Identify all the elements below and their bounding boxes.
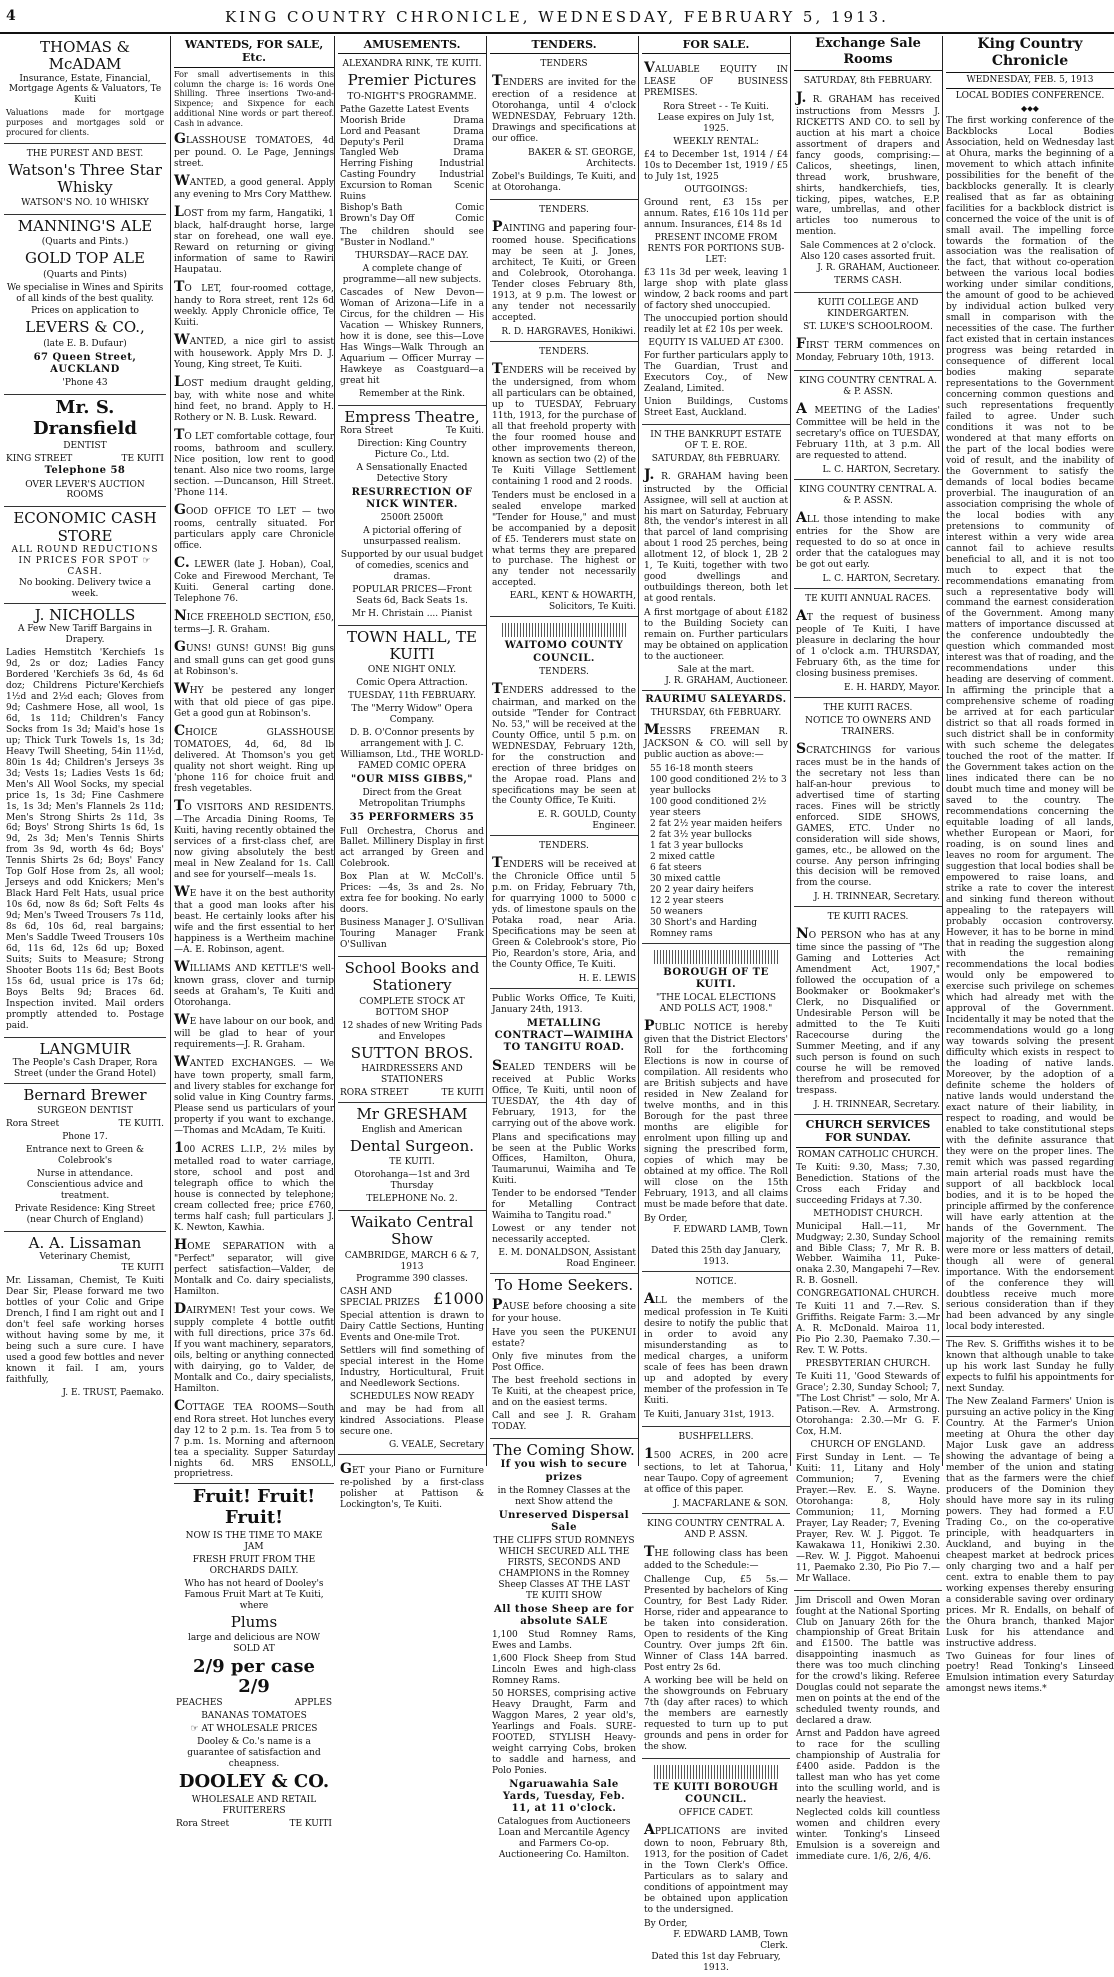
classified-item: WE have labour on our book, and will be glad to hear of your requirements—J. R. Graham. [174, 1011, 334, 1051]
ad-title: Bernard Brewer [23, 1086, 147, 1105]
stock-item: 1 fat 3 year bullocks [650, 840, 744, 851]
film-title: Lord and Peasant [340, 126, 420, 137]
stock-item: 1,100 Stud Romney Rams, Ewes and Lambs. [492, 1630, 636, 1652]
classified-list [174, 131, 334, 1480]
film-row [340, 116, 484, 127]
column-4 [486, 36, 638, 1861]
stock-item: 100 good conditioned 2½ to 3 year bullocks [650, 775, 787, 797]
ad-bankrupt-estate: IN THE BANKRUPT ESTATE OF T. E. ROE. SATURDAY, 8th FEBRUARY. J. R. GRAHAM having been instructed by the Official Assignee, will sell at auction at his mart on Saturday, February 8th, the vendor's interest in all that parcel of land comprising about 1 rood 25 perches, being allotment 12, of block 1, 2B 2 1, Te Kuiti, together with two good dwellings and outbuildings thereon, both let at good rentals. A first mortgage of about £182 to the Building Society can remain on. Further particulars may be obtained on application to the auctioneer. Sale at the mart. J. R. GRAHAM, Auctioneer. [642, 425, 790, 691]
classified-item: WE have it on the best authority that a good man looks after his beast. He certainly looks after his wife and the first essential to her happiness is a Wertheim machine—A. E. Robinson, agent. [174, 884, 334, 956]
classified-item: COTTAGE TEA ROOMS—South end Rora street. Hot lunches every day 12 to 2 p.m. 1s. Tea from 5 to 7 p.m. 1s. Morning and afternoon tea a speciality. Supper Saturday nights 6d. MRS ENSOLL, proprietress. [174, 1397, 334, 1480]
ad-watsons-whisky: THE PUREST AND BEST. Watson's Three Star Whisky WATSON'S NO. 10 WHISKY [4, 144, 166, 215]
classified-item: LOST from my farm, Hangatiki, 1 black, half-draught horse, large star on forehead, one wall eye. Reward on returning or giving information of same to Rawiri Haupatau. [174, 204, 334, 276]
ad-lissaman: A. A. Lissaman Veterinary Chemist, TE KUITI Mr. Lissaman, Chemist, Te Kuiti Dear Sir, Please forward me two bottles of your Colic and Gripe Drench, I find I am right out and I don't feel safe working horses without having some by me, it being such a sure cure. I have used a good few bottles and never known it fail. I am, yours faithfully, J. E. TRUST, Paemako. [6, 1234, 164, 1398]
ad-raurimu-saleyards: RAURIMU SALEYARDS. THURSDAY, 6th FEBRUARY. MESSRS FREEMAN R. JACKSON & CO. will sell by public auction as above:— 55 16-18 month steers 100 good conditioned 2½ to 3 year bullocks 100 good conditioned 2½ year steers 2 fat 2½ year maiden heifers 2 fat 3½ year bullocks 1 fat 3 year bullocks 2 mixed cattle 6 fat steers 30 mixed cattle 20 2 year dairy heifers 12 2 year steers 50 weaners 30 Short's and Harding Romney rams [642, 691, 790, 944]
ad-gresham-dentist: Mr GRESHAM English and American Dental Surgeon. TE KUITI. Otorohanga—1st and 3rd Thursday TELEPHONE No. 2. [338, 1103, 486, 1211]
notice-owners-trainers: THE KUITI RACES. NOTICE TO OWNERS AND TRAINERS. SCRATCHINGS for various races must be in the hands of the secretary not less than half-an-hour previous to advertised time of starting races. Fines will be strictly enforced. SIDE SHOWS, GAMES, ETC. Under no consideration will side shows, games, etc., be allowed on the course. Any person infringing this decision will be removed from the course. J. H. TRINNEAR, Secretary. [794, 698, 942, 908]
classified-item: GLASSHOUSE TOMATOES, 4d per pound. O. Le Page, Jennings street. [174, 131, 334, 170]
stock-item: 100 good conditioned 2½ year steers [650, 797, 767, 819]
divider [946, 1336, 1114, 1337]
film-row [340, 159, 484, 170]
stock-item: 20 2 year dairy heifers [650, 884, 754, 895]
column-1 [4, 36, 166, 1466]
ad-title: THOMAS & McADAM [40, 38, 130, 74]
ornament-divider: ◆⬥◆ [1021, 104, 1039, 114]
stock-item: 1,600 Flock Sheep from Stud Lincoln Ewes and high-class Romney Rams. [492, 1654, 636, 1687]
column-3 [334, 36, 486, 1511]
film-title: Moorish Bride [340, 115, 406, 126]
tender-quarrying: TENDERS. TENDERS will be received at the Chronicle Office until 5 p.m. on Friday, February 7th, for quarrying 1000 to 5000 c yds. of limestone spauls on the Potaka road, near Aria. Specifications may be seen at Green & Colebrook's store, Pio Pio, Reardon's store, Aria, and the County Office, Te Kuiti. H. E. LEWIS [490, 836, 638, 989]
film-title: Herring Fishing [340, 159, 414, 170]
masthead-title: KING COUNTRY CHRONICLE, WEDNESDAY, FEBRUARY 5, 1913. [225, 8, 889, 26]
ad-pattison-polisher: GET your Piano or Furniture re-polished by a first-class polisher at Pattison & Lockington's, Te Kuiti. [340, 1461, 484, 1511]
stock-item: 6 fat steers [650, 862, 702, 873]
ad-title: J. NICHOLLS [34, 605, 136, 624]
ad-nicholls: J. NICHOLLS A Few New Tariff Bargains in Drapery. Ladies Hemstitch 'Kerchiefs 1s 9d, 2s or doz; Ladies Fancy Bordered 'Kerchiefs 3s 6d, 4s 6d doz; Childrens Picture'Kerchiefs 1½d and 2½d each; Gloves from 9d; Cashmere Hose, all wool, 1s 6d, 1s 11d; Children's Fancy Socks from 1s 3d; Maid's hose 1s up; Thick Turk Towels 1s, 1s 3d; Heavy Twill Sheeting, 54in 11½d, 80in 1s 4d; Children's Jerseys 3s 3d; Vests 1s; Ladies Vests 1s 6d; Men's All Wool Socks, my special price 1s, 1s 3d; Fine Cashmere 1s, 1s 3d; Men's Flannels 2s 11d; Men's Strong Shirts 2s 11d, 3s 6d; Boys' Strong Shirts 1s 6d, 1s 9d, 2s 3d; Men's Tennis Shirts from 3s 9d, worth 4s 6d; Boys' Tennis Shirts 2s 6d; Boys' Fancy Top Golf Hose from 2s, all wool; Jerseys and odd Knickers; Men's Black Hard Felt Hats, usual price 10s 6d, now 8s 6d; Soft Felts 4s 9d; Men's Tweed Trousers 7s 11d, 8s 6d, 10s 6d, real bargains; Men's Saddle Tweed Trousers 10s 6d, 11s 6d, 12s 6d up; Boxed Suits; Suits to Measure; Strong Shooter Boots 11s 6d; Best Boots 15s 6d, usual price is 17s 6d; Boys Belts 9d; Braces 6d. Inspection invited. Mail orders promptly attended to. Postage paid. [4, 604, 166, 1038]
editorial-heading: LOCAL BODIES CONFERENCE. [955, 91, 1105, 102]
notice-bookmakers: TE KUITI RACES. NO PERSON who has at any time since the passing of "The Gaming and Lotteries Act Amendment Act, 1907," followed the occupation of a Bookmaker or Bookmaker's Clerk, no Disqualified or Undesirable Person will be admitted to the Te Kuiti Racecourse during the Summer Meeting, and if any such person is found on such course he will be removed therefrom and prosecuted for trespass. J. H. TRINNEAR, Secretary. [794, 907, 942, 1115]
stock-item: 55 16-18 month steers [650, 764, 753, 775]
classified-item: CHOICE GLASSHOUSE TOMATOES, 4d, 6d, 8d lb delivered. At Thomson's you get quality not short weight. Ring up 'phone 116 for choice fruit and fresh vegetables. [174, 723, 334, 795]
ad-exchange-sale: SATURDAY, 8th FEBRUARY. J. R. GRAHAM has received instructions from Messrs J. RICKETTS AND CO. to sell by auction at his mart a choice assortment of drapers and fancy goods, comprising:—Calicos, sheetings, linen, thread work, brushware, shirts, handkerchiefs, ties, ticking, pipes, watches, E.P. ware, umbrellas, and other articles too numerous to mention. Sale Commences at 2 o'clock. Also 120 cases assorted fruit. J. R. GRAHAM, Auctioneer. TERMS CASH. [794, 71, 942, 294]
classified-item: NICE FREEHOLD SECTION, £50, terms—J. R. Graham. [174, 608, 334, 636]
stock-item: 2 fat 2½ year maiden heifers [650, 819, 783, 830]
notice-show-entries: KING COUNTRY CENTRAL A. & P. ASSN. ALL those intending to make entries for the Show are requested to do so at once in order that the catalogues may be got out early. L. C. HARTON, Secretary. [794, 480, 942, 589]
section-heading: AMUSEMENTS. [338, 36, 486, 54]
news-farmers-union: The New Zealand Farmers' Union is pursuing an active policy in the King Country. At the Farmer's Union meeting at Ohura the other day Major Lusk gave an address showing the advantage of being a member of the union and stating that as the farmers were the chief producers of the Dominion they should have more say in its ruling powers. They had formed a F.U Trading Co., on the co-operative principle, with headquarters in Auckland, and buying in the cheapest market at bedrock prices only charging two and a half per cent. extra to enable them to pay working expenses thereby ensuring a considerable saving over ordinary prices. Mr R. Endalls, on behalf of the Ohura branch, thanked Major Lusk for his attendance and instructive address. [946, 1397, 1114, 1649]
ad-title: Watson's Three Star Whisky [8, 160, 162, 196]
notice-kuiti-college: KUITI COLLEGE AND KINDERGARTEN. ST. LUKE'S SCHOOLROOM. FIRST TERM commences on Monday, February 10th, 1913. [794, 293, 942, 371]
crest-ornament [502, 623, 626, 637]
stock-item: 50 HORSES, comprising active Heavy Draught, Farm and Waggon Mares, 2 year old's, Yearlings and Foals. SURE-FOOTED, STYLISH Heavy-weight carrying Cobs, broken to saddle and harness, and Polo Ponies. [492, 1689, 636, 1776]
ad-town-hall: TOWN HALL, TE KUITI ONE NIGHT ONLY. Comic Opera Attraction. TUESDAY, 11th FEBRUARY. The "Merry Widow" Opera Company. D. B. O'Connor presents by arrangement with J. C. Williamson, Ltd., THE WORLD-FAMED COMIC OPERA "OUR MISS GIBBS," Direct from the Great Metropolitan Triumphs 35 PERFORMERS 35 Full Orchestra, Chorus and Ballet. Millinery Display in first act arranged by Green and Colebrook. Box Plan at W. McColl's. Prices: —4s, 3s and 2s. No extra fee for booking. No early doors. Business Manager J. O'Sullivan Touring Manager Frank O'Sullivan [338, 626, 486, 957]
ad-business-premises: VALUABLE EQUITY IN LEASE OF BUSINESS PREMISES. Rora Street - - Te Kuiti. Lease expires on July 1st, 1925. WEEKLY RENTAL: £4 to December 1st, 1914 / £4 10s to December 1st, 1919 / £5 to July 1st, 1925 OUTGOINGS: Ground rent, £3 15s per annum. Rates, £16 10s 11d per annum. Insurances, £14 8s 1d PRESENT INCOME FROM RENTS FOR PORTIONS SUB-LET: £3 11s 3d per week, leaving 1 large shop with plate glass window, 2 back rooms and part of factory shed unoccupied. The unoccupied portion should readily let at £2 10s per week. EQUITY IS VALUED AT £300. For further particulars apply to The Guardian, Trust and Executors Coy., of New Zealand, Limited. Union Buildings, Customs Street East, Auckland. [642, 54, 790, 424]
classified-item: WHY be pestered any longer with that old piece of gas pipe. Get a good gun at Robinson's. [174, 681, 334, 720]
news-griffiths: The Rev. S. Griffiths wishes it to be known that although unable to take up his work last Sunday he fully expects to fulfil his appointments for next Sunday. [946, 1340, 1114, 1395]
film-row [340, 127, 484, 138]
film-row [340, 181, 484, 203]
ad-empress-theatre: Empress Theatre, Rora Street Te Kuiti. Direction: King Country Picture Co., Ltd. A Sensationally Enacted Detective Story RESURRECTION OF NICK WINTER. 2500ft 2500ft A pictorial offering of unsurpassed realism. Supported by our usual budget of comedies, scenics and dramas. POPULAR PRICES—Front Seats 6d, Back Seats 1s. Mr H. Christain .... Pianist [338, 406, 486, 626]
crest-ornament [654, 950, 778, 964]
film-genre: Industrial [439, 159, 484, 170]
ad-home-seekers: To Home Seekers. PAUSE before choosing a site for your house. Have you seen the PUKENUI estate? Only five minutes from the Post Office. The best freehold sections in Te Kuiti, at the cheapest price, and on the easiest terms. Call and see J. R. Graham TODAY. [490, 1274, 638, 1439]
classified-item: TO LET comfortable cottage, four rooms, bathroom and scullery. Nice position, low rent to good tenant. Also nice two rooms, large section. —Duncanson, Hill Street. 'Phone 114. [174, 427, 334, 499]
ad-title: LANGMUIR [39, 1039, 131, 1058]
classified-item: DAIRYMEN! Test your cows. We supply complete 4 bottle outfit with full directions, price 37s 6d. If you want machinery, separators, oils, belting or anything connected with dairying, go to Valder, de Montalk and Co., dairy specialists, Hamilton. [174, 1300, 334, 1394]
news-items: Jim Driscoll and Owen Moran fought at the National Sporting Club on January 26th for the championship of Great Britain and £1500. The battle was disappointing inasmuch as there was too much clinching for the crowd's liking. Referee Douglas could not separate the men on points at the end of the scheduled twenty rounds, and declared a draw. Arnst and Paddon have agreed to race for the sculling championship of Australia for £400 aside. Paddon is the tallest man who has yet come into the sculling world, and is nearly the heaviest. Neglected colds kill countless women and children every winter. Tonking's Linseed Emulsion is a sovereign and immediate cure. 1/6, 2/6, 4/6. [796, 1595, 940, 1862]
film-genre: Comic [455, 203, 484, 214]
section-heading: Exchange Sale Rooms [794, 36, 942, 71]
classified-item: LOST medium draught gelding, bay, with white nose and white hind feet, no brand. Apply to H. Rothery or N. B. Lusk. Reward. [174, 374, 334, 424]
stock-item: 30 mixed cattle [650, 873, 721, 884]
film-row [340, 105, 484, 116]
stock-list [492, 1630, 636, 1777]
ad-title: ECONOMIC CASH STORE [13, 509, 157, 545]
tender-painting: TENDERS. PAINTING and papering four-roomed house. Specifications may be seen at J. Jones, architect, Te Kuiti, or Green and Colebrook, Otorohanga. Tender closes February 8th, 1913, at 9 p.m. The lowest or any tender not necessarily accepted. R. D. HARGRAVES, Honikiwi. [490, 200, 638, 342]
editorial-body: The first working conference of the Backblocks Local Bodies Association, held on Wednesday last at Ohura, marks the beginning of a movement to which attach infinite possibilities for the benefit of the backblocks generally. It is clearly realised that as far as obtaining facilities for a backblock district is concerned the voice of the unit is of small avail. The impelling force towards the formation of the association was the realisation of the fact, that without co-operation between the various local bodies working under similar conditions, the amount of good to be achieved by individual action bulked very small in comparison with the necessities of the case. The further fact existed that in certain instances progress was being retarded in consequence of different local bodies making separate representations to the Government concerning common questions and such representations frequently failed to agree. Under such conditions it was not to be wondered at that many efforts on the part of the local bodies were void of result, and the inability of the Government to satisfy the demands of local bodies became proverbial. The inauguration of an association comprising the whole of the local bodies with any pretensions to community of interest within a very wide area cannot fail to achieve results beneficial to all, and it is not too much to expect that the recommendations emanating from such a representative body will command the earnest consideration of the Government. Among many matters of importance discussed at the conference undoubtedly the question which commanded most interest was that of roading, and the recommendations under this heading are deserving of comment. In affirming the principle that a comprehensive scheme of roading be arrived at for each particular district so that all roads formed in such district shall be in conformity with such scheme the delegates touched the root of the matter. If the Government takes action on the lines indicated there can be no doubt much time and money will be saved to the country. The recommendations concerning the equitable loading of all lands, whether European or Maori, for roading, is on sound lines and leaves no room for argument. The suggestion that local bodies shall be empowered to raise loans, and strike a rate to cover the interest and sinking fund thereon without appealing to the ratepayers will probably occasion controversy. However, it has to be borne in mind that in reading the suggestion along with the remaining recommendations the local bodies would only be empowered to exercise such privilege on schemes which had already met with the approval of the Government. Incidentally it may be noted that the recommendations would go a long way towards solving the present difficulty which exists in respect to the loading of native lands. Moreover, by the adoption of a definite scheme the holders of native lands would understand the exact nature of their liability, in respect to roading, and would be enabled to take constitutional steps with the definite assurance that they were on the proper lines. The remit which was passed regarding main arterial roads must have the support of all backblock local bodies, and it is to be hoped the principle affirmed by the conference will have early attention at the hands of the Government. The majority of the remaining remits were more or less matters of detail, though all were of general importance. With the endorsement of the conference they will doubtless receive much more serious consideration than if they had been advanced by any single local body interested. [946, 115, 1114, 1333]
film-title: Excursion to Roman Ruins [340, 181, 433, 203]
ad-title: Mr. S. Dransfield [33, 397, 137, 439]
classified-item: WANTED, a nice girl to assist with housework. Apply Mrs D. J. Young, King street, Te Kuiti. [174, 332, 334, 371]
classified-item: GUNS! GUNS! GUNS! Big guns and small guns can get good guns at Robinson's. [174, 639, 334, 678]
section-heading: WANTEDS, FOR SALE, Etc. [174, 36, 334, 68]
section-heading: FOR SALE. [642, 36, 790, 54]
ad-premier-pictures: ALEXANDRA RINK, TE KUITI. Premier Pictures TO-NIGHT'S PROGRAMME. Pathe Gazette Latest Events Moorish Bride Drama Lord and Peasant Drama Deputy's Peril Drama Tangled Web Drama Herring Fishing Industrial Casting Foundry Industrial Excursion to Roman Ruins Scenic Bishop's Bath Comic Brown's Day Off Comic The children should see "Buster in Nodland." THURSDAY—RACE DAY. A complete change of programme—all new subjects. Cascades of New Devon—Woman of Arizona—Life in a Circus, for the children — His Vacation — Whiskey Runners, how it is done, see this—Love Has Wings—Walk Through an Aquarium — Officer Murray — Hawkeye as Coastguard—a great hit Remember at the Rink. [338, 54, 486, 405]
column-6 [790, 36, 942, 1862]
film-row [340, 203, 484, 214]
ad-bushfellers: BUSHFELLERS. 1500 ACRES, in 200 acre sections, to let at Tahorua, near Taupo. Copy of agreement at office of this paper. J. MACFARLANE & SON. [642, 1427, 790, 1514]
film-title: Deputy's Peril [340, 137, 404, 148]
news-guineas: Two Guineas for four lines of poetry! Read Tonking's Linseed Emulsion intimation every Saturday amongst news items.* [946, 1651, 1114, 1695]
tender-waitomo: WAITOMO COUNTY COUNCIL. TENDERS. TENDERS addressed to the chairman, and marked on the outside "Tender for Contract No. 53," will be received at the County Office, until 5 p.m. on WEDNESDAY, February 12th, for the construction and erection of three bridges on the Aropae road. Plans and specifications may be seen at the County Office, Te Kuiti. E. R. GOULD, County Engineer. [490, 617, 638, 836]
classified-item: HOME SEPARATION with a "Perfect" separator, will give perfect satisfaction—Valder, de Montalk and Co. dairy specialists, Hamilton. [174, 1236, 334, 1297]
column-2: WANTEDS, FOR SALE, Etc. For small advertisements in this column the charge is: 16 words One Shilling. Three insertions Two-and-Sixpence; and Sixpence for each additional Nine words or part thereof. Cash in advance. GLASSHOUSE TOMATOES, 4d per pound. O. Le Page, Jennings street. WANTED, a good general. Apply any evening to Mrs Cory Matthew. LOST from my farm, Hangatiki, 1 black, half-draught horse, large star on forehead, one wall eye. Reward on returning or giving information of same to Rawiri Haupatau. TO LET, four-roomed cottage, handy to Rora street, rent 12s 6d weekly. Apply Chronicle office, Te Kuiti. WANTED, a nice girl to assist with housework. Apply Mrs D. J. Young, King street, Te Kuiti. LOST medium draught gelding, bay, with white nose and white hind feet, no brand. Apply to H. Rothery or N. B. Lusk. Reward. TO LET comfortable cottage, four rooms, bathroom and scullery. Nice position, low rent to good tenant. Also nice two rooms, large section. —Duncanson, Hill Street. 'Phone 114. GOOD OFFICE TO LET — two rooms, centrally situated. For particulars apply care Chronicle office. C. LEWER (late J. Hoban), Coal, Coke and Firewood Merchant, Te Kuiti. General carting done. Telephone 76. NICE FREEHOLD SECTION, £50, terms—J. R. Graham. GUNS! GUNS! GUNS! Big guns and small guns can get good guns at Robinson's. WHY be pestered any longer with that old piece of gas pipe. Get a good gun at Robinson's. CHOICE GLASSHOUSE TOMATOES, 4d, 6d, 8d lb delivered. At Thomson's you get quality not short weight. Ring up 'phone 116 for choice fruit and fresh vegetables. TO VISITORS AND RESIDENTS. —The Arcadia Dining Rooms, Te Kuiti, having recently obtained the services of a first-class chef, are now giving absolutely the best meal in New Zealand for 1s. Call and see for yourself—meals 1s. WE have it on the best authority that a good man looks after his beast. He certainly looks after his wife and the first essential to her happiness is a Wertheim machine—A. E. Robinson, agent. WILLIAMS AND KETTLE'S well-known grass, clover and turnip seeds at Graham's, Te Kuiti and Otorohanga. WE have labour on our book, and will be glad to hear of your requirements—J. R. Graham. WANTED EXCHANGES. — We have town property, small farm, and livery stables for exchange for solid value in King Country farms. Please send us particulars of your property if you want to exchange.—Thomas and McAdam, Te Kuiti. 100 ACRES L.I.P., 2½ miles by metalled road to water carriage, store, school and post and telegraph office to which the house is connected by telephone; cream collected free; price £760, terms half cash; full particulars J. K. Newton, Kawhia. HOME SEPARATION with a "Perfect" separator, will give perfect satisfaction—Valder, de Montalk and Co. dairy specialists, Hamilton. DAIRYMEN! Test your cows. We supply complete 4 bottle outfit with full directions, price 37s 6d. If you want machinery, separators, oils, belting or anything connected with dairying, go to Valder, de Montalk and Co., dairy specialists, Hamilton. COTTAGE TEA ROOMS—South end Rora street. Hot lunches every day 12 to 2 p.m. 1s. Tea from 5 to 7 p.m. 1s. Morning and afternoon tea a speciality. Supper Saturday nights 6d. MRS ENSOLL, proprietress. Fruit! Fruit! Fruit! NOW IS THE TIME TO MAKE JAM FRESH FRUIT FROM THE ORCHARDS DAILY. Who has not heard of Dooley's Famous Fruit Mart at Te Kuiti, where Plums large and delicious are NOW SOLD AT 2/9 per case 2/9 PEACHES APPLES BANANAS TOMATOES ☞ AT WHOLESALE PRICES Dooley & Co.'s name is a guarantee of satisfaction and cheapness. DOOLEY & CO. WHOLESALE AND RETAIL FRUITERERS Rora Street TE KUITI [170, 36, 334, 1466]
ad-waikato-show: Waikato Central Show CAMBRIDGE, MARCH 6 & 7, 1913 Programme 390 classes. CASH AND SPECIAL PRIZES £1000 Special attention is drawn to Dairy Cattle Sections, Hunting Events and One-mile Trot. Settlers will find something of special interest in the Home Industry, Horticultural, Fruit and Needlework Sections. SCHEDULES NOW READY and may be had from all kindred Associations. Please secure one. G. VEALE, Secretary [338, 1211, 486, 1455]
page-number: 4 [6, 8, 16, 24]
classified-item: C. LEWER (late J. Hoban), Coal, Coke and Firewood Merchant, Te Kuiti. General carting done. Telephone 76. [174, 555, 334, 605]
notice-electoral-roll: BOROUGH OF TE KUITI. "THE LOCAL ELECTIONS AND POLLS ACT, 1908." PUBLIC NOTICE is hereby given that the District Electors' Roll for the forthcoming Elections is now in course of compilation. All residents who are British subjects and have resided in New Zealand for twelve months, and in this Borough for the past three months are eligible for enrolment upon filling up and signing the prescribed form, copies of which may be obtained at my office. The Roll will close on the 15th February, 1913, and all claims must be made before that date. By Order, F. EDWARD LAMB, Town Clerk. Dated this 25th day January, 1913. [642, 944, 790, 1273]
film-genre: Drama [453, 115, 484, 126]
classified-item: TO LET, four-roomed cottage, handy to Rora street, rent 12s 6d weekly. Apply Chronicle office, Te Kuiti. [174, 279, 334, 329]
masthead [0, 6, 1114, 34]
classified-item: WANTED EXCHANGES. — We have town property, small farm, and livery stables for exchange for solid value in King Country farms. Please send us particulars of your property if you want to exchange.—Thomas and McAdam, Te Kuiti. [174, 1053, 334, 1136]
editorial-title: King Country Chronicle [946, 36, 1114, 73]
ad-coming-show: The Coming Show. If you wish to secure prizes in the Romney Classes at the next Show attend the Unreserved Dispersal Sale THE CLIFFS STUD ROMNEYS WHICH SECURED ALL THE FIRSTS, SECONDS AND CHAMPIONS in the Romney Sheep Classes AT THE LAST TE KUITI SHOW All those Sheep are for absolute SALE 1,100 Stud Romney Rams, Ewes and Lambs. 1,600 Flock Sheep from Stud Lincoln Ewes and high-class Romney Rams. 50 HORSES, comprising active Heavy Draught, Farm and Waggon Mares, 2 year old's, Yearlings and Foals. SURE-FOOTED, STYLISH Heavy-weight carrying Cobs, broken to saddle and harness, and Polo Ponies. Ngaruawahia Sale Yards, Tuesday, Feb. 11, at 11 o'clock. Catalogues from Auctioneers Loan and Mercantile Agency and Farmers Co-op. Auctioneering Co. Hamilton. [492, 1441, 636, 1861]
tender-metalling: Public Works Office, Te Kuiti, January 24th, 1913. METALLING CONTRACT—WAIMIHA TO TANGITU ROAD. SEALED TENDERS will be received at Public Works Office, Te Kuiti, until noon of TUESDAY, the 4th day of February, 1913, for the carrying out of the above work. Plans and specifications may be seen at the Public Works Offices, Hamilton, Ohura, Taumarunui, Waimiha and Te Kuiti. Tender to be endorsed "Tender for Metalling Contract Waimiha to Tangitu road." Lowest or any tender not necessarily accepted. E. M. DONALDSON, Assistant Road Engineer. [490, 989, 638, 1274]
notice-ladies-committee: KING COUNTRY CENTRAL A. & P. ASSN. A MEETING of the Ladies' Committee will be held in the secretary's office on TUESDAY, February 11th, at 3 p.m. All are requested to attend. L. C. HARTON, Secretary. [794, 371, 942, 480]
ad-title: A. A. Lissaman [28, 1234, 142, 1252]
stock-item: 2 fat 3½ year bullocks [650, 829, 752, 840]
ad-langmuir: LANGMUIR The People's Cash Draper, Rora Street (under the Grand Hotel) [4, 1038, 166, 1084]
film-row [340, 138, 484, 149]
film-genre: Industrial [439, 170, 484, 181]
tender-house: TENDERS. TENDERS will be received by the undersigned, from whom all particulars can be obtained, up to TUESDAY, February 11th, 1913, for the purchase of all that freehold property with the four roomed house and other improvements thereon, known as section two (2) of the Te Kuiti Village Settlement containing 1 rood and 2 roods. Tenders must be enclosed in a sealed envelope marked "Tender for House," and must be accompanied by a deposit of £5. Tenderers must state on what terms they are prepared to purchase. The highest or any tender not necessarily accepted. EARL, KENT & HOWARTH, Solicitors, Te Kuiti. [490, 342, 638, 617]
editorial-date: WEDNESDAY, FEB. 5, 1913 [946, 75, 1114, 89]
film-row [340, 148, 484, 159]
film-genre: Drama [453, 126, 484, 137]
film-title: Brown's Day Off [340, 214, 415, 225]
film-title: Casting Foundry [340, 170, 416, 181]
classified-item: WANTED, a good general. Apply any evening to Mrs Cory Matthew. [174, 173, 334, 201]
film-genre: Drama [453, 137, 484, 148]
crest-ornament [654, 1765, 778, 1779]
film-title: Pathe Gazette Latest Events [340, 104, 470, 115]
notice-challenge-cup: KING COUNTRY CENTRAL A. AND P. ASSN. THE following class has been added to the Schedule:— Challenge Cup, £5 5s.—Presented by bachelors of King Country, for Best Lady Rider. Horse, rider and appearance to be taken into consideration. Open to residents of the King Country. Over jumps 2ft 6in. Winner of Class 14A barred. Post entry 2s 6d. A working bee will be held on the showgrounds on February 7th (day after races) to which the members are earnestly requested to turn up to put grounds and pens in order for the show. [642, 1514, 790, 1758]
film-row [340, 214, 484, 225]
ad-economic-cash-store: ECONOMIC CASH STORE ALL ROUND REDUCTIONS IN PRICES FOR SPOT ☞ CASH. No booking. Delivery twice a week. [4, 507, 166, 603]
classified-item: TO VISITORS AND RESIDENTS. —The Arcadia Dining Rooms, Te Kuiti, having recently obtained the services of a first-class chef, are now giving absolutely the best meal in New Zealand for 1s. Call and see for yourself—meals 1s. [174, 798, 334, 881]
stock-item: 50 weaners [650, 906, 703, 917]
classified-item: GOOD OFFICE TO LET — two rooms, centrally situated. For particulars apply care Chronicle office. [174, 502, 334, 552]
film-genre: Comic [455, 214, 484, 225]
film-genre: Drama [453, 148, 484, 159]
notice-annual-races: TE KUITI ANNUAL RACES. AT the request of business people of Te Kuiti, I have pleasure in declaring the hour of 1 o'clock a.m. THURSDAY, February 6th, as the time for closing business premises. E. H. HARDY, Mayor. [794, 589, 942, 698]
stock-item: 30 Short's and Harding Romney rams [650, 917, 758, 939]
ad-dransfield-dentist: Mr. S. Dransfield DENTIST KING STREET TE KUITI Telephone 58 OVER LEVER'S AUCTION ROOMS [4, 395, 166, 507]
film-row [340, 170, 484, 181]
notice-medical: NOTICE. ALL the members of the medical profession in Te Kuiti desire to notify the public that in order to avoid any misunderstanding as to medical charges, a uniform scale of fees has been drawn up and adopted by every member of the profession in Te Kuiti. Te Kuiti, January 31st, 1913. [642, 1272, 790, 1427]
church-services: CHURCH SERVICES FOR SUNDAY. ROMAN CATHOLIC CHURCH. Te Kuiti: 9.30, Mass; 7.30, Benediction. Stations of the Cross each Friday and succeeding Fridays at 7.30. METHODIST CHURCH. Municipal Hall.—11, Mr Mudgway; 2.30, Sunday School and Bible Class; 7, Mr R. B. Webber. Waimiha 11, Puke-onaka 2.30, Mangapehi 7—Rev. R. B. Gosnell. CONGREGATIONAL CHURCH. Te Kuiti 11 and 7.—Rev. S. Griffiths. Reigate Farm: 3.—Mr A. R. McDonald. Mairoa 11, Pio Pio 2.30, Paemako 7.30.—Rev. T. W. Potts. PRESBYTERIAN CHURCH. Te Kuiti 11, 'Good Stewards of Grace'; 2.30, Sunday School; 7, "The Lost Christ" — solo, Mr A. Patison.—Rev. A. Armstrong. Otorohanga: 2.30.—Mr G. F. Cox, H.M. CHURCH OF ENGLAND. First Sunday in Lent. — Te Kuiti: 11, Litany and Holy Communion; 7, Evening Prayer.—Rev. E. S. Wayne. Otorohanga: 8, Holy Communion; 11, Morning Prayer, Lay Reader; 7, Evening Prayer, Rev. W. J. Piggot. Te Kawakawa 11, Honikiwi 2.30.—Rev. W. J. Piggot. Mahoenui 11, Paemako 2.30, Pio Pio 7.—Mr Wallace. [794, 1115, 942, 1591]
stock-item: 2 mixed cattle [650, 851, 715, 862]
classified-item: WILLIAMS AND KETTLE'S well-known grass, clover and turnip seeds at Graham's, Te Kuiti and Otorohanga. [174, 958, 334, 1008]
stock-item: 12 2 year steers [650, 895, 724, 906]
column-7 [942, 36, 1114, 1695]
notice-office-cadet: TE KUITI BOROUGH COUNCIL. OFFICE CADET. APPLICATIONS are invited down to noon, February 8th, 1913, for the position of Cadet in the Town Clerk's Office. Particulars as to salary and conditions of appointment may be obtained upon application to the undersigned. By Order, F. EDWARD LAMB, Town Clerk. Dated this 1st day February, 1913. [642, 1759, 790, 1977]
ad-sutton-bros: School Books and Stationery COMPLETE STOCK AT BOTTOM SHOP 12 shades of new Writing Pads and Envelopes SUTTON BROS. HAIRDRESSERS AND STATIONERS RORA STREET TE KUITI [338, 957, 486, 1103]
ad-dooley-fruit: Fruit! Fruit! Fruit! NOW IS THE TIME TO MAKE JAM FRESH FRUIT FROM THE ORCHARDS DAILY. Who has not heard of Dooley's Famous Fruit Mart at Te Kuiti, where Plums large and delicious are NOW SOLD AT 2/9 per case 2/9 PEACHES APPLES BANANAS TOMATOES ☞ AT WHOLESALE PRICES Dooley & Co.'s name is a guarantee of satisfaction and cheapness. DOOLEY & CO. WHOLESALE AND RETAIL FRUITERERS Rora Street TE KUITI [174, 1483, 334, 1832]
stock-list [644, 764, 788, 940]
film-list [340, 105, 484, 226]
tender-residence: TENDERS TENDERS are invited for the erection of a residence at Otorohanga, until 4 o'clock WEDNESDAY, February 12th. Drawings and specifications at our office. BAKER & ST. GEORGE, Architects. Zobel's Buildings, Te Kuiti, and at Otorohanga. [490, 54, 638, 200]
classified-item: 100 ACRES L.I.P., 2½ miles by metalled road to water carriage, store, school and post and telegraph office to which the house is connected by telephone; cream collected free; price £760, terms half cash; full particulars J. K. Newton, Kawhia. [174, 1139, 334, 1233]
ad-thomas-mcadam: THOMAS & McADAM Insurance, Estate, Financial, Mortgage Agents & Valuators, Te Kuiti Valuations made for mortgage purposes and mortgages sold or procured for clients. [4, 36, 166, 144]
ad-levers-co: MANNING'S ALE (Quarts and Pints.) GOLD TOP ALE (Quarts and Pints) We specialise in Wines and Spirits of all kinds of the best quality. Prices on application to LEVERS & CO., (late E. B. Dufaur) 67 Queen Street, AUCKLAND 'Phone 43 [4, 215, 166, 395]
film-genre: Scenic [453, 181, 484, 192]
film-title: Tangled Web [340, 148, 399, 159]
section-heading: TENDERS. [490, 36, 638, 54]
column-5 [638, 36, 790, 1973]
film-title: Bishop's Bath [340, 203, 403, 214]
ad-bernard-brewer: Bernard Brewer SURGEON DENTIST Rora Street TE KUITI. Phone 17. Entrance next to Green & Colebrook's Nurse in attendance. Conscientious advice and treatment. Private Residence: King Street (near Church of England) [4, 1084, 166, 1232]
